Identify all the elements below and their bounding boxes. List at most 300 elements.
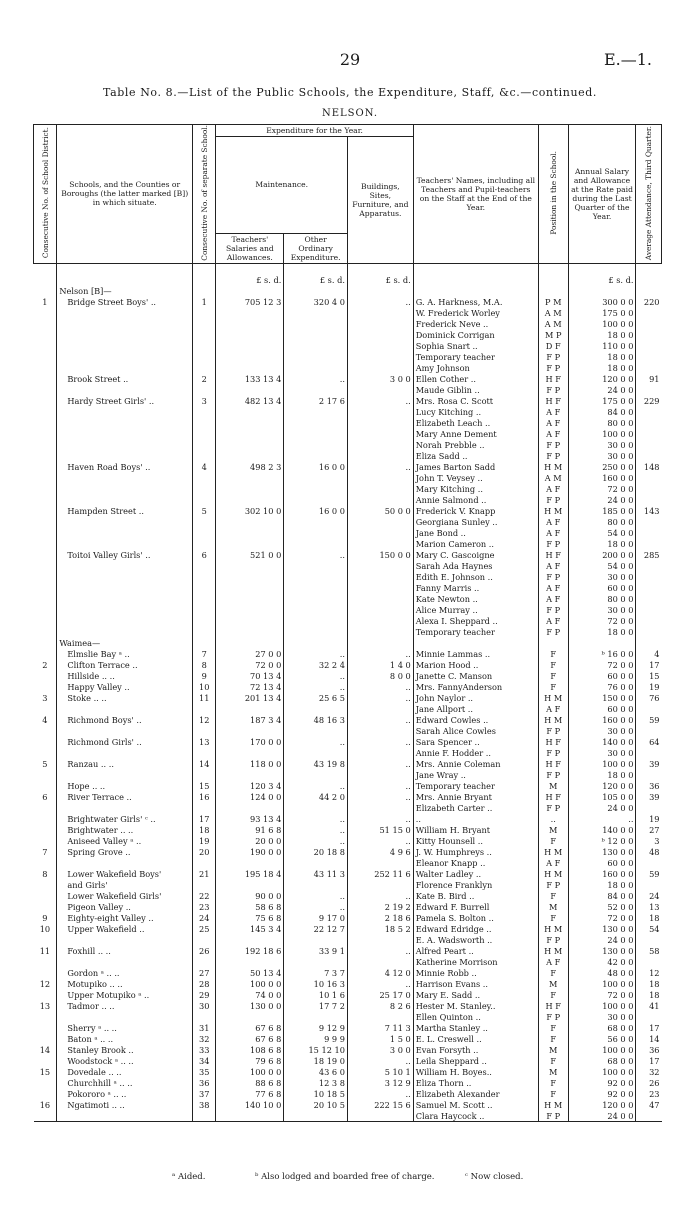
teachers-salaries-cell: 58 6 8 [216, 901, 284, 912]
teacher-name-cell: Sarah Alice Cowles [413, 725, 538, 736]
district-no-cell [34, 439, 57, 450]
annual-salary-cell: 130 0 0 [568, 945, 636, 956]
school-name-cell [57, 428, 193, 439]
other-expenditure-cell: 10 16 3 [284, 978, 348, 989]
attendance-cell: 12 [636, 967, 662, 978]
position-cell: F P [538, 362, 568, 373]
other-expenditure-cell: 43 19 8 [284, 758, 348, 769]
position-cell: A F [538, 527, 568, 538]
position-cell: F [538, 967, 568, 978]
school-name-cell: Hardy Street Girls' .. [57, 395, 193, 406]
attendance-cell: 32 [636, 1066, 662, 1077]
buildings-cell: 2 19 2 [347, 901, 413, 912]
position-cell: A M [538, 307, 568, 318]
annual-salary-cell: 30 0 0 [568, 747, 636, 758]
position-cell: H F [538, 791, 568, 802]
position-cell: F [538, 1055, 568, 1066]
district-no-cell [34, 769, 57, 780]
table-row [34, 846, 662, 857]
district-no-cell [34, 549, 57, 560]
teacher-name-cell: Georgiana Sunley .. [413, 516, 538, 527]
position-cell: A F [538, 582, 568, 593]
teachers-salaries-cell [216, 560, 284, 571]
attendance-cell [636, 582, 662, 593]
teacher-name-cell: Hester M. Stanley.. [413, 1000, 538, 1011]
district-no-cell [34, 747, 57, 758]
header-school-no: Consecutive No. of separate School. [193, 125, 216, 264]
other-expenditure-cell: .. [284, 681, 348, 692]
school-no-cell [193, 516, 216, 527]
table-row [34, 791, 662, 802]
table-row [34, 406, 662, 417]
other-expenditure-cell: 33 9 1 [284, 945, 348, 956]
position-cell: H F [538, 758, 568, 769]
position-cell: F P [538, 1011, 568, 1022]
district-no-cell [34, 395, 57, 406]
other-expenditure-cell: 10 18 5 [284, 1088, 348, 1099]
attendance-cell: 24 [636, 890, 662, 901]
school-no-cell: 2 [193, 373, 216, 384]
attendance-cell [636, 1011, 662, 1022]
attendance-cell [636, 318, 662, 329]
district-no-cell [34, 956, 57, 967]
school-no-cell [193, 439, 216, 450]
attendance-cell [636, 769, 662, 780]
attendance-cell [636, 802, 662, 813]
buildings-cell: .. [347, 692, 413, 703]
annual-salary-cell: 72 0 0 [568, 912, 636, 923]
teacher-name-cell: Harrison Evans .. [413, 978, 538, 989]
teachers-salaries-cell: 100 0 0 [216, 978, 284, 989]
school-no-cell: 8 [193, 659, 216, 670]
other-expenditure-cell [284, 637, 348, 648]
buildings-cell [347, 560, 413, 571]
school-name-cell: Baton ᵃ .. .. [57, 1033, 193, 1044]
teacher-name-cell: Maude Giblin .. [413, 384, 538, 395]
header-position: Position in the School. [538, 125, 568, 264]
attendance-cell: 36 [636, 1044, 662, 1055]
school-no-cell: 13 [193, 736, 216, 747]
teacher-name-cell: Mary Kitching .. [413, 483, 538, 494]
position-cell: F P [538, 626, 568, 637]
teacher-name-cell: Mary C. Gascoigne [413, 549, 538, 560]
buildings-cell: .. [347, 835, 413, 846]
other-expenditure-cell [284, 604, 348, 615]
buildings-cell: 50 0 0 [347, 505, 413, 516]
position-cell: F [538, 912, 568, 923]
teachers-salaries-cell: 75 6 8 [216, 912, 284, 923]
buildings-cell [347, 307, 413, 318]
teacher-name-cell: Mrs. Rosa C. Scott [413, 395, 538, 406]
school-no-cell: 35 [193, 1066, 216, 1077]
footnote-closed: ᶜ Now closed. [465, 1172, 524, 1182]
school-name-cell [57, 527, 193, 538]
teachers-salaries-cell: 201 13 4 [216, 692, 284, 703]
table-row [34, 868, 662, 879]
annual-salary-cell: 18 0 0 [568, 351, 636, 362]
other-expenditure-cell [284, 384, 348, 395]
teachers-salaries-cell: 67 6 8 [216, 1033, 284, 1044]
buildings-cell [347, 472, 413, 483]
position-cell: A F [538, 593, 568, 604]
school-no-cell: 34 [193, 1055, 216, 1066]
school-name-cell: Gordon ᵃ .. .. [57, 967, 193, 978]
school-name-cell [57, 582, 193, 593]
district-no-cell: 10 [39, 923, 51, 934]
attendance-cell: 39 [636, 758, 662, 769]
teacher-name-cell: Elizabeth Leach .. [413, 417, 538, 428]
teachers-salaries-cell: 120 3 4 [216, 780, 284, 791]
school-name-cell: Lower Wakefield Girls' [57, 890, 193, 901]
school-name-cell: Brook Street .. [57, 373, 193, 384]
position-cell: M [538, 901, 568, 912]
teachers-salaries-cell: 20 0 0 [216, 835, 284, 846]
teacher-name-cell: Mrs. Annie Bryant [413, 791, 538, 802]
district-no-cell [34, 1022, 57, 1033]
teachers-salaries-cell: 27 0 0 [216, 648, 284, 659]
buildings-cell [347, 538, 413, 549]
teacher-name-cell: Frederick V. Knapp [413, 505, 538, 516]
buildings-cell [347, 593, 413, 604]
teacher-name-cell: Temporary teacher [413, 351, 538, 362]
region-heading: NELSON. [321, 108, 379, 119]
school-name-cell: Elmslie Bay ᵃ .. [57, 648, 193, 659]
attendance-cell [636, 857, 662, 868]
annual-salary-cell: 84 0 0 [568, 890, 636, 901]
annual-salary-cell: 30 0 0 [568, 725, 636, 736]
school-no-cell [193, 384, 216, 395]
school-name-cell [57, 516, 193, 527]
buildings-cell [347, 318, 413, 329]
school-name-cell [57, 1011, 193, 1022]
attendance-cell: 59 [636, 868, 662, 879]
annual-salary-cell: 18 0 0 [568, 329, 636, 340]
table-row [34, 450, 662, 461]
teachers-salaries-cell: 140 10 0 [216, 1099, 284, 1110]
buildings-cell [347, 604, 413, 615]
annual-salary-cell: 72 0 0 [568, 989, 636, 1000]
attendance-cell: 18 [636, 989, 662, 1000]
school-no-cell: 12 [193, 714, 216, 725]
school-no-cell [193, 362, 216, 373]
position-cell: F [538, 1088, 568, 1099]
annual-salary-cell: 42 0 0 [568, 956, 636, 967]
other-expenditure-cell: .. [284, 813, 348, 824]
school-name-cell [57, 769, 193, 780]
school-no-cell: 25 [193, 923, 216, 934]
annual-salary-cell: 72 0 0 [568, 483, 636, 494]
teacher-name-cell: Katherine Morrison [413, 956, 538, 967]
other-expenditure-cell: 2 17 6 [284, 395, 348, 406]
school-name-cell: Churchhill ᵃ .. .. [57, 1077, 193, 1088]
teacher-name-cell: Minnie Lammas .. [413, 648, 538, 659]
table-row [34, 736, 662, 747]
attendance-cell: 36 [636, 780, 662, 791]
school-no-cell: 9 [193, 670, 216, 681]
attendance-cell [636, 637, 662, 648]
attendance-cell [636, 340, 662, 351]
position-cell: .. [538, 813, 568, 824]
district-no-cell [34, 472, 57, 483]
attendance-cell: 23 [636, 1088, 662, 1099]
teacher-name-cell: William H. Boyes.. [413, 1066, 538, 1077]
position-cell: D F [538, 340, 568, 351]
table-row [34, 340, 662, 351]
school-no-cell [193, 615, 216, 626]
teachers-salaries-cell [216, 637, 284, 648]
annual-salary-cell: 68 0 0 [568, 1055, 636, 1066]
teachers-salaries-cell [216, 582, 284, 593]
position-cell: F P [538, 802, 568, 813]
teacher-name-cell: Alice Murray .. [413, 604, 538, 615]
attendance-cell: 39 [636, 791, 662, 802]
header-other-expenditure: Other Ordinary Expenditure. [284, 233, 348, 263]
header-district-no: Consecutive No. of School District. [34, 125, 57, 264]
table-row [34, 1000, 662, 1011]
table-row [34, 362, 662, 373]
school-no-cell: 20 [193, 846, 216, 857]
teacher-name-cell: Edith E. Johnson .. [413, 571, 538, 582]
buildings-cell: .. [347, 296, 413, 307]
teachers-salaries-cell [216, 351, 284, 362]
buildings-cell [347, 615, 413, 626]
other-expenditure-cell [284, 593, 348, 604]
table-row [34, 747, 662, 758]
position-cell: F P [538, 450, 568, 461]
district-no-cell: 2 [42, 659, 48, 670]
annual-salary-cell: 100 0 0 [568, 318, 636, 329]
position-cell: A F [538, 428, 568, 439]
attendance-cell: 13 [636, 901, 662, 912]
school-no-cell [193, 626, 216, 637]
buildings-cell: .. [347, 758, 413, 769]
school-no-cell [193, 406, 216, 417]
district-no-cell [34, 703, 57, 714]
teacher-name-cell: Kate B. Bird .. [413, 890, 538, 901]
position-cell: F [538, 681, 568, 692]
buildings-cell: 4 12 0 [347, 967, 413, 978]
school-no-cell: 27 [193, 967, 216, 978]
district-no-cell: 9 [42, 912, 48, 923]
annual-salary-cell: 100 0 0 [568, 978, 636, 989]
table-row [34, 769, 662, 780]
district-no-cell [34, 648, 57, 659]
school-name-cell [57, 417, 193, 428]
teachers-salaries-cell: 108 6 8 [216, 1044, 284, 1055]
school-name-cell: Spring Grove .. [57, 846, 193, 857]
school-no-cell [193, 769, 216, 780]
buildings-cell [347, 428, 413, 439]
school-name-cell [57, 318, 193, 329]
school-no-cell: 21 [193, 868, 216, 879]
annual-salary-cell: .. [568, 813, 636, 824]
teachers-salaries-cell: 72 13 4 [216, 681, 284, 692]
school-no-cell [193, 494, 216, 505]
annual-salary-cell: 300 0 0 [568, 296, 636, 307]
annual-salary-cell: 84 0 0 [568, 406, 636, 417]
annual-salary-cell: 160 0 0 [568, 714, 636, 725]
school-no-cell [193, 329, 216, 340]
position-cell: H F [538, 395, 568, 406]
header-teachers-names: Teachers' Names, including all Teachers and Pupil-teachers on the Staff at the End of the Year. [413, 125, 538, 264]
school-no-cell: 18 [193, 824, 216, 835]
other-expenditure-cell: 16 0 0 [284, 505, 348, 516]
annual-salary-cell: 24 0 0 [568, 1110, 636, 1122]
teachers-salaries-cell: 187 3 4 [216, 714, 284, 725]
school-name-cell [57, 626, 193, 637]
attendance-cell [636, 450, 662, 461]
table-row [34, 1077, 662, 1088]
school-name-cell [57, 329, 193, 340]
teachers-salaries-cell: 90 0 0 [216, 890, 284, 901]
position-cell: A F [538, 560, 568, 571]
other-expenditure-cell [284, 362, 348, 373]
table-row [34, 626, 662, 637]
district-no-cell [34, 901, 57, 912]
teacher-name-cell: Evan Forsyth .. [413, 1044, 538, 1055]
other-expenditure-cell [284, 802, 348, 813]
position-cell: F [538, 890, 568, 901]
buildings-cell: .. [347, 461, 413, 472]
buildings-cell [347, 417, 413, 428]
school-no-cell [193, 703, 216, 714]
attendance-cell [636, 593, 662, 604]
school-no-cell [193, 527, 216, 538]
buildings-cell: 222 15 6 [347, 1099, 413, 1110]
district-no-cell [34, 351, 57, 362]
other-expenditure-cell [284, 571, 348, 582]
table-row [34, 901, 662, 912]
position-cell: P M [538, 296, 568, 307]
attendance-cell [636, 560, 662, 571]
teacher-name-cell: Amy Johnson [413, 362, 538, 373]
other-expenditure-cell: 16 0 0 [284, 461, 348, 472]
position-cell: F [538, 648, 568, 659]
school-no-cell [193, 582, 216, 593]
footnote-lodged: ᵇ Also lodged and boarded free of charge. [255, 1172, 435, 1182]
teacher-name-cell: Minnie Robb .. [413, 967, 538, 978]
lsd-unit-label: £ s. d. [568, 274, 636, 285]
annual-salary-cell: 100 0 0 [568, 1066, 636, 1077]
school-name-cell [57, 538, 193, 549]
other-expenditure-cell: 20 10 5 [284, 1099, 348, 1110]
attendance-cell [636, 307, 662, 318]
teacher-name-cell: W. Frederick Worley [413, 307, 538, 318]
table-row [34, 538, 662, 549]
other-expenditure-cell [284, 428, 348, 439]
district-no-cell [34, 461, 57, 472]
district-no-cell [34, 527, 57, 538]
school-no-cell [193, 571, 216, 582]
teachers-salaries-cell: 72 0 0 [216, 659, 284, 670]
position-cell: H M [538, 714, 568, 725]
position-cell: H M [538, 846, 568, 857]
district-no-cell [34, 725, 57, 736]
teachers-salaries-cell: 88 6 8 [216, 1077, 284, 1088]
other-expenditure-cell: 25 6 5 [284, 692, 348, 703]
position-cell: H M [538, 1099, 568, 1110]
buildings-cell [347, 747, 413, 758]
district-no-cell [34, 483, 57, 494]
position-cell: F [538, 835, 568, 846]
buildings-cell [347, 802, 413, 813]
teachers-salaries-cell: 133 13 4 [216, 373, 284, 384]
attendance-cell: 17 [636, 1022, 662, 1033]
buildings-cell: 150 0 0 [347, 549, 413, 560]
school-name-cell [57, 450, 193, 461]
buildings-cell [347, 450, 413, 461]
school-name-cell: Haven Road Boys' .. [57, 461, 193, 472]
buildings-cell [347, 494, 413, 505]
school-name-cell [57, 307, 193, 318]
other-expenditure-cell [284, 747, 348, 758]
annual-salary-cell: 160 0 0 [568, 472, 636, 483]
district-no-cell [34, 406, 57, 417]
school-no-cell: 17 [193, 813, 216, 824]
position-cell: F P [538, 604, 568, 615]
teachers-salaries-cell [216, 527, 284, 538]
annual-salary-cell: 30 0 0 [568, 1011, 636, 1022]
teacher-name-cell: Elizabeth Carter .. [413, 802, 538, 813]
annual-salary-cell: 140 0 0 [568, 824, 636, 835]
school-no-cell: 6 [193, 549, 216, 560]
teachers-salaries-cell [216, 769, 284, 780]
teacher-name-cell: Mary E. Sadd .. [413, 989, 538, 1000]
teacher-name-cell: Mrs. Annie Coleman [413, 758, 538, 769]
school-no-cell: 15 [193, 780, 216, 791]
school-no-cell: 36 [193, 1077, 216, 1088]
teachers-salaries-cell [216, 472, 284, 483]
table-row [34, 637, 662, 648]
school-name-cell [57, 725, 193, 736]
school-no-cell: 4 [193, 461, 216, 472]
school-name-cell [57, 494, 193, 505]
table-row [34, 758, 662, 769]
teachers-salaries-cell [216, 417, 284, 428]
teacher-name-cell: Jane Allport .. [413, 703, 538, 714]
other-expenditure-cell: .. [284, 824, 348, 835]
district-no-cell [34, 384, 57, 395]
table-row [34, 582, 662, 593]
teacher-name-cell: Norah Prebble .. [413, 439, 538, 450]
school-name-cell [57, 483, 193, 494]
annual-salary-cell: 80 0 0 [568, 417, 636, 428]
table-row [34, 1099, 662, 1110]
attendance-cell [636, 362, 662, 373]
position-cell: H F [538, 373, 568, 384]
attendance-cell: 14 [636, 1033, 662, 1044]
annual-salary-cell: 200 0 0 [568, 549, 636, 560]
other-expenditure-cell: .. [284, 549, 348, 560]
buildings-cell [347, 725, 413, 736]
table-row [34, 505, 662, 516]
buildings-cell: .. [347, 1088, 413, 1099]
teachers-salaries-cell [216, 615, 284, 626]
position-cell: F [538, 989, 568, 1000]
teachers-salaries-cell: 145 3 4 [216, 923, 284, 934]
annual-salary-cell: 92 0 0 [568, 1088, 636, 1099]
district-no-cell [34, 307, 57, 318]
table-row [34, 296, 662, 307]
district-no-cell [34, 329, 57, 340]
annual-salary-cell: 60 0 0 [568, 582, 636, 593]
district-no-cell [34, 285, 57, 296]
annual-salary-cell: 175 0 0 [568, 395, 636, 406]
school-no-cell [193, 1110, 216, 1122]
attendance-cell [636, 527, 662, 538]
teachers-salaries-cell [216, 703, 284, 714]
other-expenditure-cell [284, 934, 348, 945]
